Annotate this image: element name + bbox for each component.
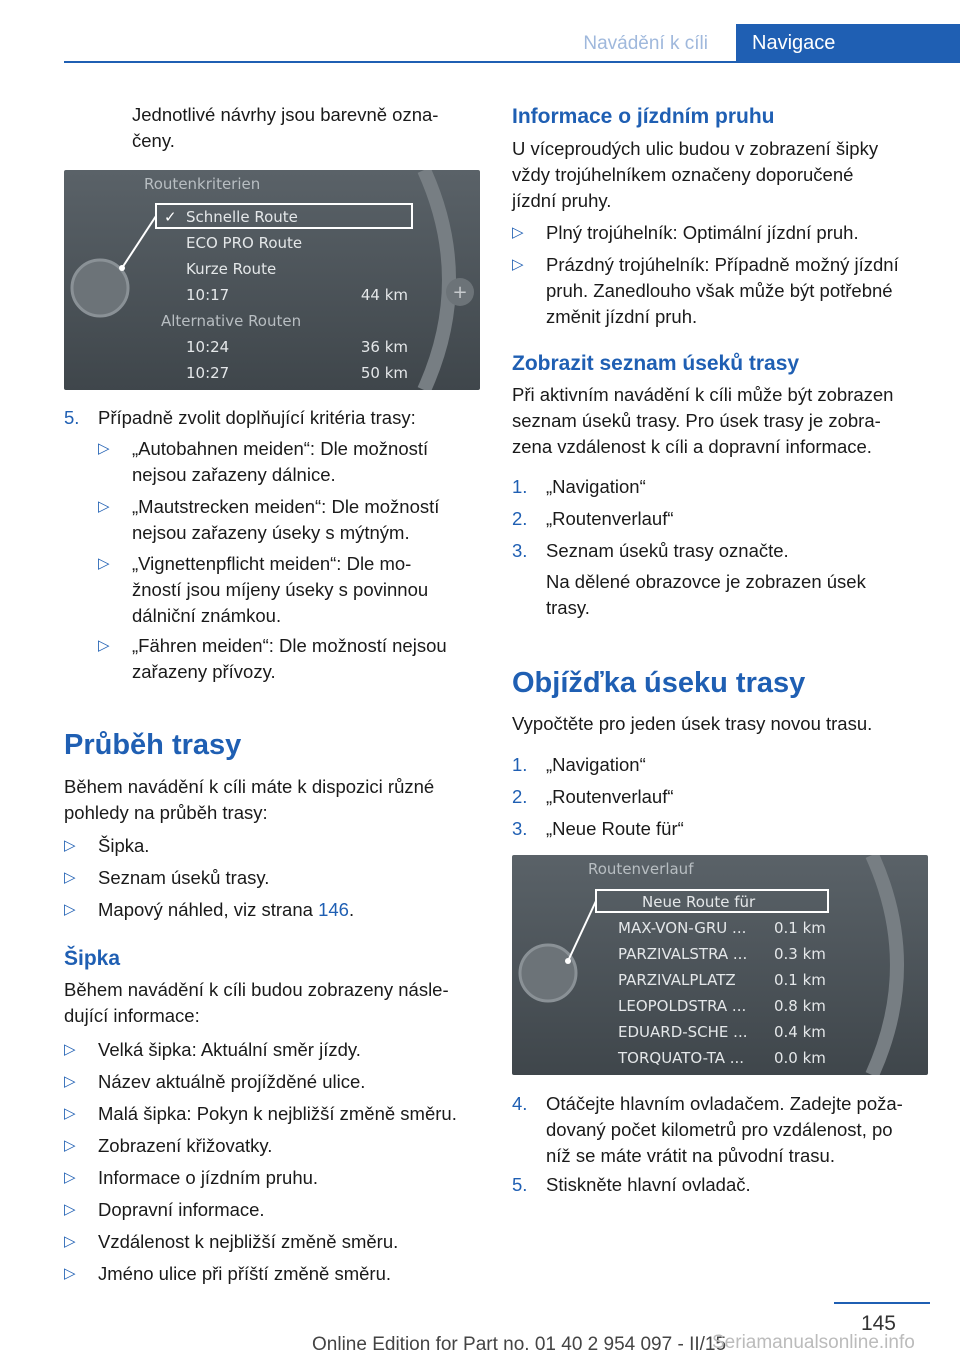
screen-title: Routenkriterien — [144, 175, 261, 193]
sipka-item: ▷ Název aktuálně projížděné ulice. — [64, 1069, 480, 1095]
bullet-icon: ▷ — [64, 1105, 76, 1122]
screen-row: 10:17 — [186, 286, 230, 304]
bullet-icon: ▷ — [64, 1265, 76, 1282]
route-criteria-screen — [64, 170, 480, 390]
objizdka-text: Vypočtěte pro jeden úsek trasy novou trasu. — [512, 713, 873, 734]
bullet-icon: ▷ — [64, 1073, 76, 1090]
bullet-icon: ▷ — [512, 224, 524, 241]
screen-row: Schnelle Route — [186, 208, 298, 226]
section-title: Navádění k cíli — [583, 33, 708, 54]
screen-row: PARZIVALSTRA ... — [618, 945, 748, 963]
pruh-item: ▷ Plný trojúhelník: Optimální jízdní pruh. — [512, 220, 928, 246]
sipka-item: ▷ Dopravní informace. — [64, 1197, 480, 1223]
bullet-icon: ▷ — [64, 1233, 76, 1250]
svg-text:+: + — [452, 282, 468, 303]
pruh-text: U víceproudých ulic budou v zobrazení šipky vždy trojúhelníkem označeny doporučené jízdní pruhy. — [512, 138, 879, 211]
prubeh-item: ▷ Šipka. — [64, 833, 480, 859]
seznam-text: Při aktivním navádění k cíli může být zobrazen seznam úseků trasy. Pro úsek trasy je zobra- zena vzdálenost k cíli a dopravní informace. — [512, 384, 894, 457]
sipka-item: ▷ Vzdálenost k nejbližší změně směru. — [64, 1229, 480, 1255]
step-text: Případně zvolit doplňující kritéria trasy: — [98, 407, 416, 428]
bullet-icon: ▷ — [64, 837, 76, 854]
screen-row: TORQUATO-TA ... — [618, 1049, 745, 1067]
step-5 — [64, 405, 480, 431]
bullet-icon: ▷ — [64, 1137, 76, 1154]
step-item: 1. „Navigation“ — [512, 476, 646, 497]
screen-row: MAX-VON-GRU ... — [618, 919, 747, 937]
criteria-item: ▷ „Vignettenpflicht meiden“: Dle mo- žností jsou míjeny úseky s povinnou dálniční známkou. — [98, 553, 429, 626]
criteria-item: ▷ „Mautstrecken meiden“: Dle možností nejsou zařazeny úseky s mýtným. — [98, 496, 440, 543]
page-number: 145 — [860, 1312, 896, 1335]
svg-text:✓: ✓ — [164, 208, 177, 226]
bullet-icon: ▷ — [98, 637, 110, 654]
heading-objizdka: Objížďka úseku trasy — [512, 667, 806, 699]
screen-row: Alternative Routen — [161, 312, 302, 330]
screen-row-value: 0.0 km — [774, 1049, 826, 1067]
sipka-item: ▷ Informace o jízdním pruhu. — [64, 1165, 480, 1191]
footer-rule — [834, 1302, 930, 1304]
criteria-item: ▷ „Fähren meiden“: Dle možností nejsou zařazeny přívozy. — [98, 635, 447, 682]
step-item: 3. „Neue Route für“ — [512, 818, 684, 839]
screen-title: Routenverlauf — [588, 860, 694, 878]
route-list-screen — [512, 855, 928, 1075]
step-item: 3. Seznam úseků trasy označte. — [512, 540, 789, 561]
criteria-item: ▷ „Autobahnen meiden“: Dle možností nejsou zařazeny dálnice. — [98, 438, 429, 485]
seznam-note: Na dělené obrazovce je zobrazen úsek trasy. — [546, 571, 866, 618]
screen-row-value: 36 km — [360, 338, 408, 356]
bullet-icon: ▷ — [98, 555, 110, 572]
header-rule — [64, 61, 960, 63]
pruh-item: ▷ Prázdný trojúhelník: Případně možný jízdní pruh. Zanedlouho však může být potřebné změnit jízdní pruh. — [512, 254, 899, 327]
step-item: 2. „Routenverlauf“ — [512, 508, 674, 529]
step-5-right: 5. Stiskněte hlavní ovladač. — [512, 1174, 751, 1195]
screen-row: 10:24 — [186, 338, 230, 356]
sipka-item: ▷ Zobrazení křižovatky. — [64, 1133, 480, 1159]
screen-row-value: 0.8 km — [774, 997, 826, 1015]
bullet-icon: ▷ — [64, 1169, 76, 1186]
heading-jizdni-pruh: Informace o jízdním pruhu — [512, 105, 775, 128]
bullet-icon: ▷ — [98, 440, 110, 457]
intro-line: Jednotlivé návrhy jsou barevně ozna- — [132, 104, 439, 125]
bullet-icon: ▷ — [64, 1201, 76, 1218]
screen-row-value: 0.1 km — [774, 919, 826, 937]
watermark: Seriamanualsonline.info — [712, 1332, 915, 1353]
page-footer — [0, 1302, 960, 1362]
screen-row: Kurze Route — [186, 260, 277, 278]
step-number: 5. — [64, 407, 80, 428]
screen-row: 10:27 — [186, 364, 230, 382]
bullet-icon: ▷ — [64, 901, 76, 918]
bullet-icon: ▷ — [512, 256, 524, 273]
screen-row-value: 0.1 km — [774, 971, 826, 989]
screen-row-value: 50 km — [360, 364, 408, 382]
sipka-item: ▷ Velká šipka: Aktuální směr jízdy. — [64, 1037, 480, 1063]
prubeh-item: ▷ Seznam úseků trasy. — [64, 865, 480, 891]
screen-row: EDUARD-SCHE ... — [618, 1023, 748, 1041]
screen-row: Neue Route für — [642, 893, 756, 911]
bullet-icon: ▷ — [98, 498, 110, 515]
screen-row: PARZIVALPLATZ — [618, 971, 736, 989]
bullet-icon: ▷ — [64, 869, 76, 886]
sipka-text: Během navádění k cíli budou zobrazeny násle- dující informace: — [64, 979, 449, 1026]
chapter-tab: Navigace — [736, 24, 960, 62]
screen-row-value: 44 km — [360, 286, 408, 304]
prubeh-item: ▷ Mapový náhled, viz strana 146. — [64, 897, 480, 923]
screen-row-value: 0.3 km — [774, 945, 826, 963]
step-4: 4. Otáčejte hlavním ovladačem. Zadejte poža- dovaný počet kilometrů pro vzdálenost, po níž se máte vrátit na původní trasu. — [512, 1093, 903, 1166]
heading-sipka: Šipka — [64, 947, 121, 970]
heading-seznam-useku: Zobrazit seznam úseků trasy — [512, 352, 800, 375]
step-item: 1. „Navigation“ — [512, 754, 646, 775]
page-header — [0, 0, 960, 62]
bullet-icon: ▷ — [64, 1041, 76, 1058]
screen-row: ECO PRO Route — [186, 234, 303, 252]
prubeh-text: Během navádění k cíli máte k dispozici různé pohledy na průběh trasy: — [64, 776, 435, 823]
step-item: 2. „Routenverlauf“ — [512, 786, 674, 807]
intro-line: čeny. — [132, 130, 175, 151]
edition-text: Online Edition for Part no. 01 40 2 954 097 - II/15 — [312, 1334, 727, 1355]
heading-prubeh-trasy: Průběh trasy — [64, 729, 242, 761]
intro-text — [132, 102, 438, 154]
page-link[interactable]: 146 — [318, 899, 349, 920]
screen-row: LEOPOLDSTRA ... — [618, 997, 747, 1015]
sipka-item: ▷ Malá šipka: Pokyn k nejbližší změně směru. — [64, 1101, 494, 1127]
screen-row-value: 0.4 km — [774, 1023, 826, 1041]
sipka-item: ▷ Jméno ulice při příští změně směru. — [64, 1261, 480, 1287]
